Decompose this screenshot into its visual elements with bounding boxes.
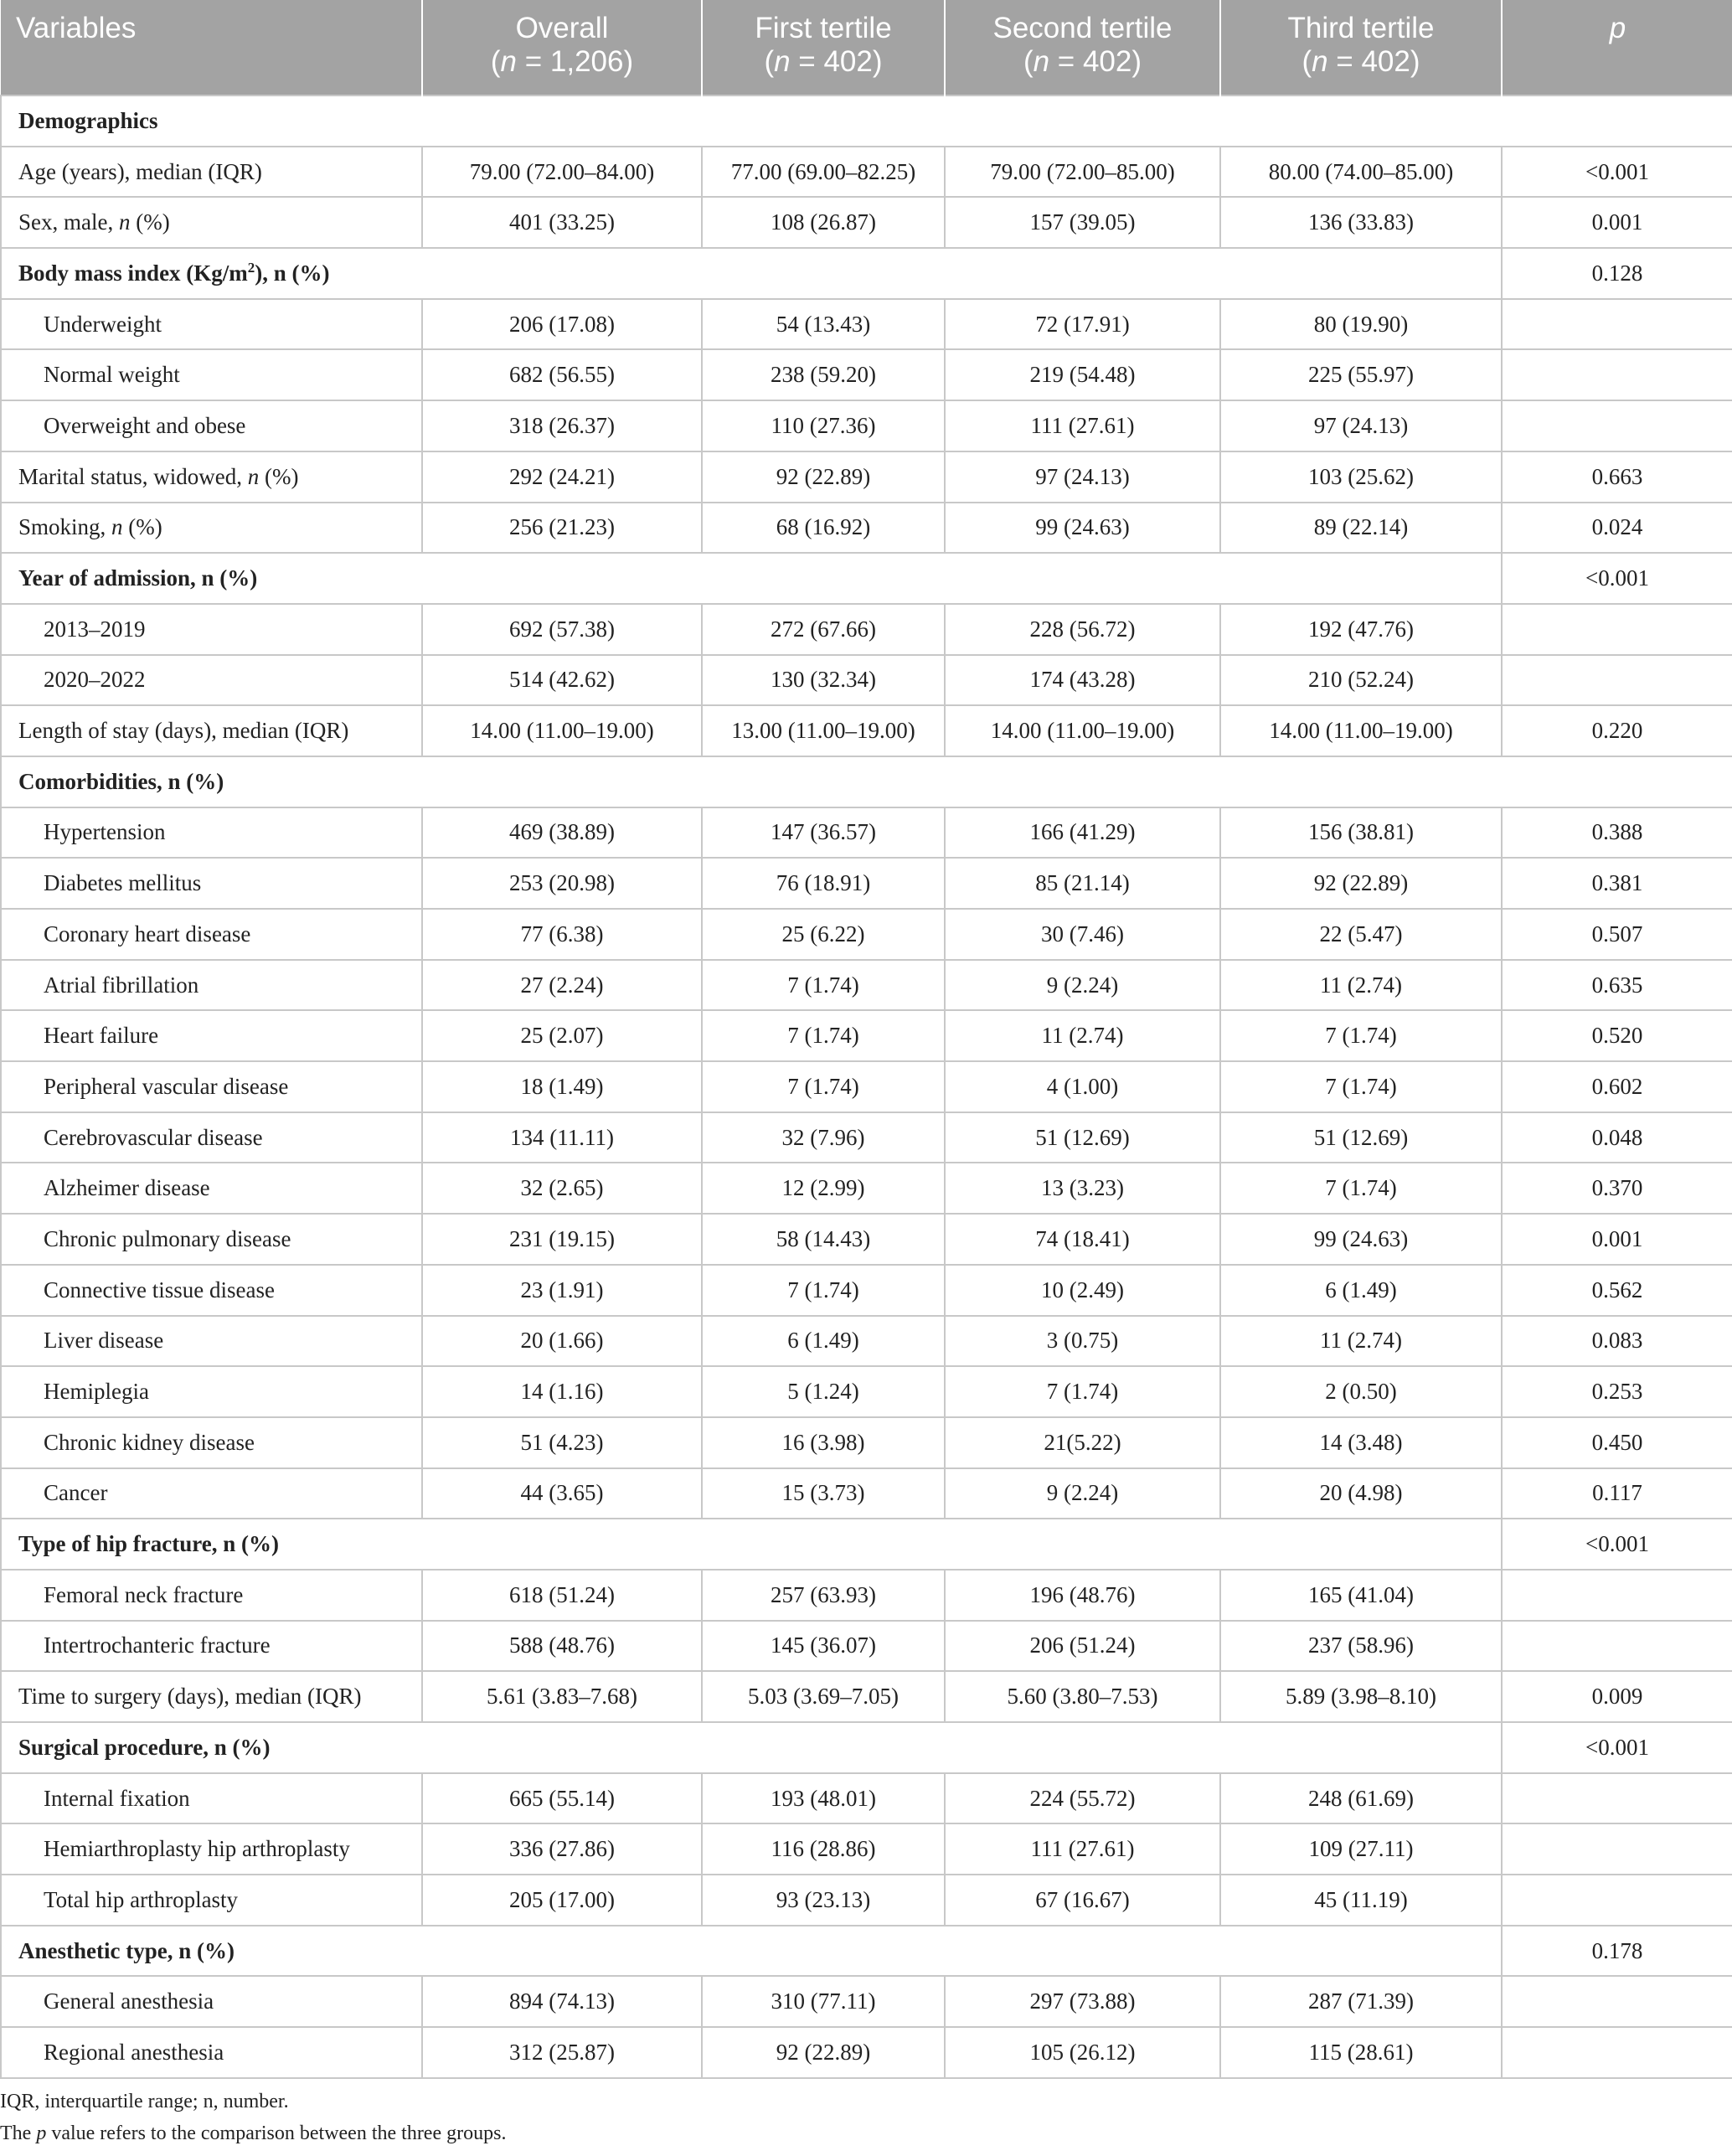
cell-first: 58 (14.43) xyxy=(702,1214,945,1265)
cell-second: 174 (43.28) xyxy=(945,655,1220,706)
cell-second: 196 (48.76) xyxy=(945,1570,1220,1621)
table-row-sex xyxy=(1,197,1732,248)
cell-first: 6 (1.49) xyxy=(702,1316,945,1367)
cell-overall: 588 (48.76) xyxy=(422,1621,702,1672)
cell-third: 7 (1.74) xyxy=(1220,1010,1502,1061)
cell-p: 0.370 xyxy=(1502,1163,1732,1214)
footnote-p-value: The p value refers to the comparison between the three groups. xyxy=(0,2122,507,2144)
cell-p: 0.128 xyxy=(1502,248,1732,299)
cell-third: 237 (58.96) xyxy=(1220,1621,1502,1672)
cell-overall: 312 (25.87) xyxy=(422,2027,702,2078)
cell-first: 54 (13.43) xyxy=(702,299,945,350)
cell-first: 77.00 (69.00–82.25) xyxy=(702,147,945,198)
table-row-chronic-kidney xyxy=(1,1417,1732,1468)
cell-second: 219 (54.48) xyxy=(945,349,1220,400)
row-label: Cancer xyxy=(1,1468,422,1519)
table-row-cerebrovascular xyxy=(1,1112,1732,1163)
footnote-abbreviations: IQR, interquartile range; n, number. xyxy=(0,2091,289,2112)
cell-third: 97 (24.13) xyxy=(1220,400,1502,451)
row-label: Underweight xyxy=(1,299,422,350)
cell-first: 15 (3.73) xyxy=(702,1468,945,1519)
row-label: Internal fixation xyxy=(1,1773,422,1824)
row-label: Hypertension xyxy=(1,807,422,859)
cell-second: 9 (2.24) xyxy=(945,960,1220,1011)
cell-p: <0.001 xyxy=(1502,1519,1732,1570)
table-row-connective-tissue xyxy=(1,1265,1732,1316)
cell-overall: 23 (1.91) xyxy=(422,1265,702,1316)
cell-overall: 682 (56.55) xyxy=(422,349,702,400)
cell-first: 68 (16.92) xyxy=(702,503,945,554)
cell-first: 257 (63.93) xyxy=(702,1570,945,1621)
cell-overall: 51 (4.23) xyxy=(422,1417,702,1468)
cell-third: 287 (71.39) xyxy=(1220,1976,1502,2027)
section-label: Surgical procedure, n (%) xyxy=(1,1722,1502,1773)
cell-p: 0.178 xyxy=(1502,1926,1732,1977)
row-label: Smoking, n (%) xyxy=(1,503,422,554)
table-row-hemiarthroplasty xyxy=(1,1823,1732,1875)
cell-overall: 618 (51.24) xyxy=(422,1570,702,1621)
cell-p xyxy=(1502,1773,1732,1824)
cell-first: 7 (1.74) xyxy=(702,960,945,1011)
table-row-regional-anesthesia xyxy=(1,2027,1732,2078)
cell-overall: 253 (20.98) xyxy=(422,858,702,909)
cell-p xyxy=(1502,2027,1732,2078)
cell-overall: 231 (19.15) xyxy=(422,1214,702,1265)
cell-overall: 27 (2.24) xyxy=(422,960,702,1011)
cell-first: 147 (36.57) xyxy=(702,807,945,859)
cell-second: 111 (27.61) xyxy=(945,400,1220,451)
section-row-year xyxy=(1,553,1732,604)
cell-overall: 134 (11.11) xyxy=(422,1112,702,1163)
table-row-alzheimer xyxy=(1,1163,1732,1214)
cell-first: 7 (1.74) xyxy=(702,1010,945,1061)
row-label: Normal weight xyxy=(1,349,422,400)
cell-third: 14 (3.48) xyxy=(1220,1417,1502,1468)
cell-p: 0.001 xyxy=(1502,1214,1732,1265)
cell-p: 0.520 xyxy=(1502,1010,1732,1061)
table-row-femoral-neck xyxy=(1,1570,1732,1621)
cell-overall: 77 (6.38) xyxy=(422,909,702,960)
cell-first: 12 (2.99) xyxy=(702,1163,945,1214)
table-row-total-hip-arthroplasty xyxy=(1,1875,1732,1926)
cell-first: 130 (32.34) xyxy=(702,655,945,706)
cell-first: 310 (77.11) xyxy=(702,1976,945,2027)
table-row-diabetes xyxy=(1,858,1732,909)
table-row-age xyxy=(1,147,1732,198)
cell-first: 193 (48.01) xyxy=(702,1773,945,1824)
table-row-hypertension xyxy=(1,807,1732,859)
cell-overall: 401 (33.25) xyxy=(422,197,702,248)
cell-first: 92 (22.89) xyxy=(702,2027,945,2078)
cell-p: 0.009 xyxy=(1502,1671,1732,1722)
row-label: Diabetes mellitus xyxy=(1,858,422,909)
cell-p: 0.220 xyxy=(1502,705,1732,756)
cell-second: 99 (24.63) xyxy=(945,503,1220,554)
cell-second: 111 (27.61) xyxy=(945,1823,1220,1875)
cell-first: 116 (28.86) xyxy=(702,1823,945,1875)
cell-p: 0.083 xyxy=(1502,1316,1732,1367)
cell-overall: 292 (24.21) xyxy=(422,451,702,503)
cell-third: 51 (12.69) xyxy=(1220,1112,1502,1163)
table-row-time-to-surgery xyxy=(1,1671,1732,1722)
row-label: Alzheimer disease xyxy=(1,1163,422,1214)
cell-p: <0.001 xyxy=(1502,553,1732,604)
cell-p: 0.388 xyxy=(1502,807,1732,859)
cell-first: 145 (36.07) xyxy=(702,1621,945,1672)
table-row-liver-disease xyxy=(1,1316,1732,1367)
row-label: Connective tissue disease xyxy=(1,1265,422,1316)
cell-overall: 44 (3.65) xyxy=(422,1468,702,1519)
table-row-internal-fixation xyxy=(1,1773,1732,1824)
cell-p: 0.635 xyxy=(1502,960,1732,1011)
table-row-underweight xyxy=(1,299,1732,350)
cell-second: 3 (0.75) xyxy=(945,1316,1220,1367)
row-label: Marital status, widowed, n (%) xyxy=(1,451,422,503)
cell-p: 0.507 xyxy=(1502,909,1732,960)
table-row-heart-failure xyxy=(1,1010,1732,1061)
table-row-overweight xyxy=(1,400,1732,451)
cell-first: 16 (3.98) xyxy=(702,1417,945,1468)
cell-third: 5.89 (3.98–8.10) xyxy=(1220,1671,1502,1722)
cell-third: 103 (25.62) xyxy=(1220,451,1502,503)
cell-p xyxy=(1502,299,1732,350)
row-label: Intertrochanteric fracture xyxy=(1,1621,422,1672)
cell-p xyxy=(1502,1621,1732,1672)
section-row-surgical-procedure xyxy=(1,1722,1732,1773)
header-overall: Overall (n = 1,206) xyxy=(422,0,702,95)
cell-overall: 205 (17.00) xyxy=(422,1875,702,1926)
cell-overall: 692 (57.38) xyxy=(422,604,702,655)
cell-first: 108 (26.87) xyxy=(702,197,945,248)
cell-overall: 18 (1.49) xyxy=(422,1061,702,1112)
cell-second: 9 (2.24) xyxy=(945,1468,1220,1519)
row-label: Cerebrovascular disease xyxy=(1,1112,422,1163)
row-label: Chronic pulmonary disease xyxy=(1,1214,422,1265)
cell-overall: 14 (1.16) xyxy=(422,1366,702,1417)
table-row-hemiplegia xyxy=(1,1366,1732,1417)
cell-third: 14.00 (11.00–19.00) xyxy=(1220,705,1502,756)
cell-third: 11 (2.74) xyxy=(1220,1316,1502,1367)
row-label: Age (years), median (IQR) xyxy=(1,147,422,198)
cell-overall: 514 (42.62) xyxy=(422,655,702,706)
row-label: Time to surgery (days), median (IQR) xyxy=(1,1671,422,1722)
cell-p xyxy=(1502,1823,1732,1875)
cell-overall: 79.00 (72.00–84.00) xyxy=(422,147,702,198)
cell-p xyxy=(1502,1976,1732,2027)
section-label: Anesthetic type, n (%) xyxy=(1,1926,1502,1977)
cell-third: 165 (41.04) xyxy=(1220,1570,1502,1621)
row-label: Femoral neck fracture xyxy=(1,1570,422,1621)
cell-third: 248 (61.69) xyxy=(1220,1773,1502,1824)
cell-p: 0.562 xyxy=(1502,1265,1732,1316)
cell-first: 7 (1.74) xyxy=(702,1061,945,1112)
table-row-general-anesthesia xyxy=(1,1976,1732,2027)
cell-third: 7 (1.74) xyxy=(1220,1061,1502,1112)
cell-third: 2 (0.50) xyxy=(1220,1366,1502,1417)
row-label: Liver disease xyxy=(1,1316,422,1367)
header-variables: Variables xyxy=(1,0,422,95)
cell-third: 7 (1.74) xyxy=(1220,1163,1502,1214)
table-row-2020-2022 xyxy=(1,655,1732,706)
cell-third: 20 (4.98) xyxy=(1220,1468,1502,1519)
cell-p xyxy=(1502,1570,1732,1621)
cell-third: 225 (55.97) xyxy=(1220,349,1502,400)
row-label: Chronic kidney disease xyxy=(1,1417,422,1468)
cell-third: 22 (5.47) xyxy=(1220,909,1502,960)
cell-second: 21(5.22) xyxy=(945,1417,1220,1468)
cell-second: 206 (51.24) xyxy=(945,1621,1220,1672)
cell-first: 7 (1.74) xyxy=(702,1265,945,1316)
section-row-anesthetic-type xyxy=(1,1926,1732,1977)
row-label: Length of stay (days), median (IQR) xyxy=(1,705,422,756)
cell-third: 6 (1.49) xyxy=(1220,1265,1502,1316)
cell-third: 136 (33.83) xyxy=(1220,197,1502,248)
cell-second: 7 (1.74) xyxy=(945,1366,1220,1417)
cell-overall: 336 (27.86) xyxy=(422,1823,702,1875)
cell-second: 11 (2.74) xyxy=(945,1010,1220,1061)
row-label: Heart failure xyxy=(1,1010,422,1061)
cell-first: 272 (67.66) xyxy=(702,604,945,655)
section-label: Body mass index $(Kg/m^2)$, n (%) xyxy=(1,248,1502,299)
cell-p xyxy=(1502,655,1732,706)
cell-p xyxy=(1502,400,1732,451)
cell-second: 228 (56.72) xyxy=(945,604,1220,655)
cell-second: 10 (2.49) xyxy=(945,1265,1220,1316)
cell-overall: 256 (21.23) xyxy=(422,503,702,554)
cell-third: 109 (27.11) xyxy=(1220,1823,1502,1875)
cell-third: 99 (24.63) xyxy=(1220,1214,1502,1265)
section-label: Year of admission, n (%) xyxy=(1,553,1502,604)
row-label: Regional anesthesia xyxy=(1,2027,422,2078)
cell-third: 192 (47.76) xyxy=(1220,604,1502,655)
cell-second: 97 (24.13) xyxy=(945,451,1220,503)
table-row-cancer xyxy=(1,1468,1732,1519)
cell-overall: 206 (17.08) xyxy=(422,299,702,350)
table-row-peripheral-vascular xyxy=(1,1061,1732,1112)
cell-first: 32 (7.96) xyxy=(702,1112,945,1163)
row-label: Coronary heart disease xyxy=(1,909,422,960)
table-row-intertrochanteric xyxy=(1,1621,1732,1672)
cell-p xyxy=(1502,1875,1732,1926)
section-row-comorbidities xyxy=(1,756,1732,807)
cell-p: 0.001 xyxy=(1502,197,1732,248)
cell-overall: 5.61 (3.83–7.68) xyxy=(422,1671,702,1722)
section-row-demographics xyxy=(1,95,1732,147)
header-p-value: p xyxy=(1502,0,1732,95)
cell-first: 5.03 (3.69–7.05) xyxy=(702,1671,945,1722)
table-header-row xyxy=(1,0,1732,95)
cell-third: 115 (28.61) xyxy=(1220,2027,1502,2078)
cell-second: 85 (21.14) xyxy=(945,858,1220,909)
header-first-tertile: First tertile (n = 402) xyxy=(702,0,945,95)
cell-second: 30 (7.46) xyxy=(945,909,1220,960)
cell-second: 5.60 (3.80–7.53) xyxy=(945,1671,1220,1722)
cell-second: 297 (73.88) xyxy=(945,1976,1220,2027)
cell-overall: 20 (1.66) xyxy=(422,1316,702,1367)
table-row-normal-weight xyxy=(1,349,1732,400)
row-label: Sex, male, n (%) xyxy=(1,197,422,248)
cell-overall: 32 (2.65) xyxy=(422,1163,702,1214)
cell-second: 157 (39.05) xyxy=(945,197,1220,248)
table-row-atrial-fibrillation xyxy=(1,960,1732,1011)
cell-p xyxy=(1502,604,1732,655)
cell-first: 5 (1.24) xyxy=(702,1366,945,1417)
cell-p: 0.602 xyxy=(1502,1061,1732,1112)
cell-third: 210 (52.24) xyxy=(1220,655,1502,706)
table-footnotes xyxy=(0,2086,1732,2149)
cell-third: 156 (38.81) xyxy=(1220,807,1502,859)
table-row-smoking xyxy=(1,503,1732,554)
cell-p: <0.001 xyxy=(1502,1722,1732,1773)
cell-overall: 894 (74.13) xyxy=(422,1976,702,2027)
row-label: Overweight and obese xyxy=(1,400,422,451)
cell-overall: 14.00 (11.00–19.00) xyxy=(422,705,702,756)
table-row-chronic-pulmonary xyxy=(1,1214,1732,1265)
cell-third: 89 (22.14) xyxy=(1220,503,1502,554)
cell-second: 14.00 (11.00–19.00) xyxy=(945,705,1220,756)
cell-p xyxy=(1502,349,1732,400)
cell-p: 0.024 xyxy=(1502,503,1732,554)
cell-third: 45 (11.19) xyxy=(1220,1875,1502,1926)
cell-p: 0.381 xyxy=(1502,858,1732,909)
section-label: Demographics xyxy=(1,95,1732,147)
row-label: Peripheral vascular disease xyxy=(1,1061,422,1112)
row-label: 2013–2019 xyxy=(1,604,422,655)
table-row-length-of-stay xyxy=(1,705,1732,756)
row-label: Atrial fibrillation xyxy=(1,960,422,1011)
cell-first: 238 (59.20) xyxy=(702,349,945,400)
row-label: Hemiarthroplasty hip arthroplasty xyxy=(1,1823,422,1875)
cell-second: 4 (1.00) xyxy=(945,1061,1220,1112)
row-label: Hemiplegia xyxy=(1,1366,422,1417)
cell-overall: 665 (55.14) xyxy=(422,1773,702,1824)
cell-first: 25 (6.22) xyxy=(702,909,945,960)
section-row-bmi xyxy=(1,248,1732,299)
row-label: 2020–2022 xyxy=(1,655,422,706)
section-label: Type of hip fracture, n (%) xyxy=(1,1519,1502,1570)
cell-third: 11 (2.74) xyxy=(1220,960,1502,1011)
cell-second: 105 (26.12) xyxy=(945,2027,1220,2078)
cell-first: 110 (27.36) xyxy=(702,400,945,451)
cell-first: 13.00 (11.00–19.00) xyxy=(702,705,945,756)
cell-overall: 469 (38.89) xyxy=(422,807,702,859)
header-second-tertile: Second tertile (n = 402) xyxy=(945,0,1220,95)
cell-overall: 25 (2.07) xyxy=(422,1010,702,1061)
table-row-marital xyxy=(1,451,1732,503)
cell-p: 0.048 xyxy=(1502,1112,1732,1163)
cell-second: 67 (16.67) xyxy=(945,1875,1220,1926)
cell-second: 79.00 (72.00–85.00) xyxy=(945,147,1220,198)
cell-overall: 318 (26.37) xyxy=(422,400,702,451)
cell-p: 0.663 xyxy=(1502,451,1732,503)
cell-third: 80.00 (74.00–85.00) xyxy=(1220,147,1502,198)
table-row-coronary-heart-disease xyxy=(1,909,1732,960)
cell-second: 166 (41.29) xyxy=(945,807,1220,859)
row-label: General anesthesia xyxy=(1,1976,422,2027)
section-row-fracture-type xyxy=(1,1519,1732,1570)
header-third-tertile: Third tertile (n = 402) xyxy=(1220,0,1502,95)
cell-p: 0.450 xyxy=(1502,1417,1732,1468)
cell-first: 93 (23.13) xyxy=(702,1875,945,1926)
table-row-2013-2019 xyxy=(1,604,1732,655)
cell-p: 0.117 xyxy=(1502,1468,1732,1519)
cell-third: 92 (22.89) xyxy=(1220,858,1502,909)
cell-first: 76 (18.91) xyxy=(702,858,945,909)
row-label: Total hip arthroplasty xyxy=(1,1875,422,1926)
cell-p: 0.253 xyxy=(1502,1366,1732,1417)
cell-second: 224 (55.72) xyxy=(945,1773,1220,1824)
cell-first: 92 (22.89) xyxy=(702,451,945,503)
section-label: Comorbidities, n (%) xyxy=(1,756,1732,807)
cell-second: 13 (3.23) xyxy=(945,1163,1220,1214)
cell-p: <0.001 xyxy=(1502,147,1732,198)
cell-second: 51 (12.69) xyxy=(945,1112,1220,1163)
cell-third: 80 (19.90) xyxy=(1220,299,1502,350)
cell-second: 74 (18.41) xyxy=(945,1214,1220,1265)
cell-second: 72 (17.91) xyxy=(945,299,1220,350)
